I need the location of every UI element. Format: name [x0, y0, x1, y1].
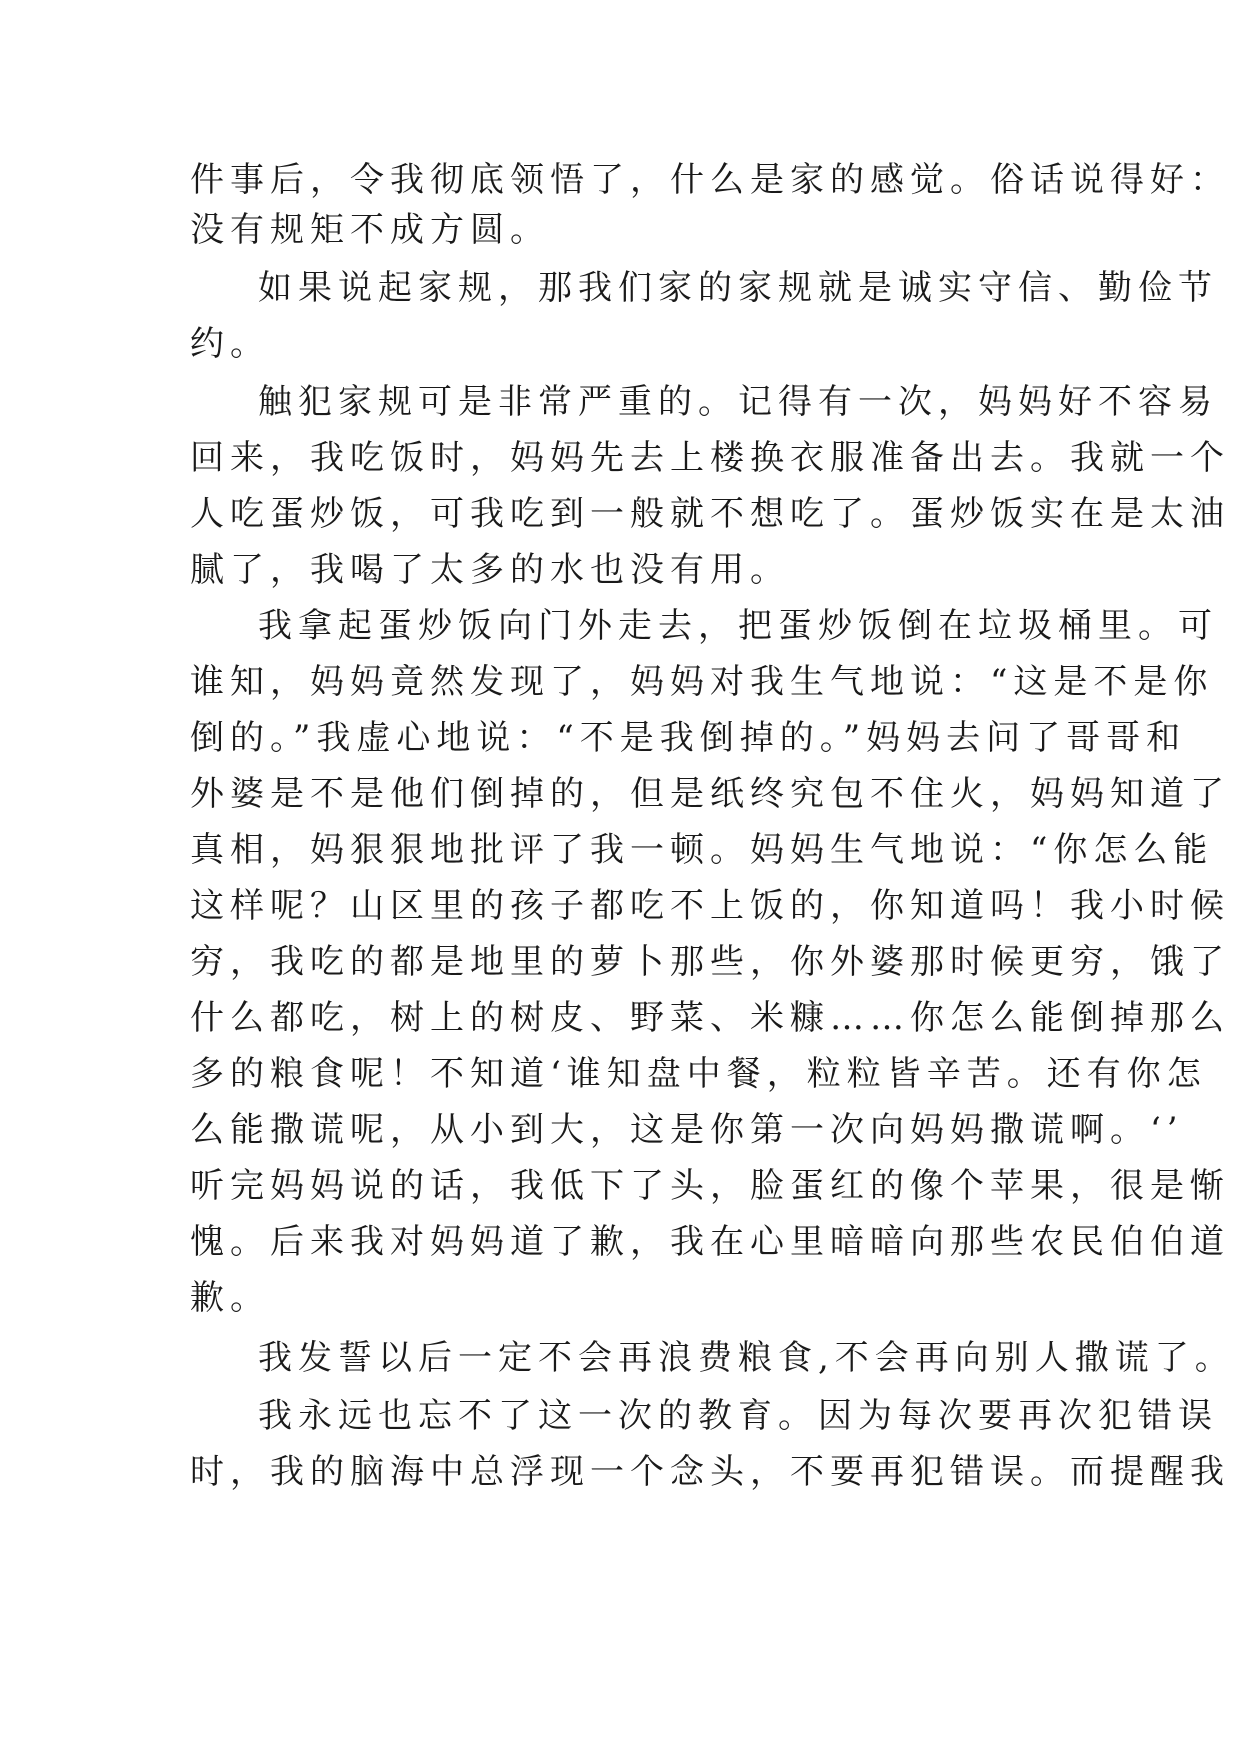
text-line: 我永远也忘不了这一次的教育。因为每次要再次犯错误: [258, 1396, 1218, 1436]
text-line: 人吃蛋炒饭，可我吃到一般就不想吃了。蛋炒饭实在是太油: [190, 494, 1230, 534]
text-line: 多的粮食呢！不知道‘谁知盘中餐，粒粒皆辛苦。还有你怎: [190, 1054, 1207, 1094]
text-line: 回来，我吃饭时，妈妈先去上楼换衣服准备出去。我就一个: [190, 438, 1230, 478]
text-line: 倒的。”我虚心地说：“不是我倒掉的。”妈妈去问了哥哥和: [190, 718, 1187, 758]
text-line: 触犯家规可是非常严重的。记得有一次，妈妈好不容易: [258, 382, 1218, 422]
text-line: 件事后，令我彻底领悟了，什么是家的感觉。俗话说得好：: [190, 160, 1230, 200]
text-line: 这样呢？山区里的孩子都吃不上饭的，你知道吗！我小时候: [190, 886, 1230, 926]
text-line: 我发誓以后一定不会再浪费粮食,不会再向别人撒谎了。: [258, 1338, 1235, 1378]
text-line: 我拿起蛋炒饭向门外走去，把蛋炒饭倒在垃圾桶里。可: [258, 606, 1218, 646]
text-line: 愧。后来我对妈妈道了歉，我在心里暗暗向那些农民伯伯道: [190, 1222, 1230, 1262]
text-line: 么能撒谎呢，从小到大，这是你第一次向妈妈撒谎啊。‘’: [190, 1110, 1184, 1150]
text-line: 什么都吃，树上的树皮、野菜、米糠……你怎么能倒掉那么: [190, 998, 1230, 1038]
text-line: 外婆是不是他们倒掉的，但是纸终究包不住火，妈妈知道了: [190, 774, 1230, 814]
text-line: 腻了，我喝了太多的水也没有用。: [190, 550, 790, 590]
text-line: 没有规矩不成方圆。: [190, 210, 550, 250]
text-line: 时，我的脑海中总浮现一个念头，不要再犯错误。而提醒我: [190, 1452, 1230, 1492]
text-line: 约。: [190, 324, 270, 364]
text-line: 歉。: [190, 1278, 270, 1318]
text-line: 如果说起家规，那我们家的家规就是诚实守信、勤俭节: [258, 268, 1218, 308]
text-line: 听完妈妈说的话，我低下了头，脸蛋红的像个苹果，很是惭: [190, 1166, 1230, 1206]
text-line: 穷，我吃的都是地里的萝卜那些，你外婆那时候更穷，饿了: [190, 942, 1230, 982]
text-line: 真相，妈狠狠地批评了我一顿。妈妈生气地说：“你怎么能: [190, 830, 1214, 870]
text-line: 谁知，妈妈竟然发现了，妈妈对我生气地说：“这是不是你: [190, 662, 1214, 702]
